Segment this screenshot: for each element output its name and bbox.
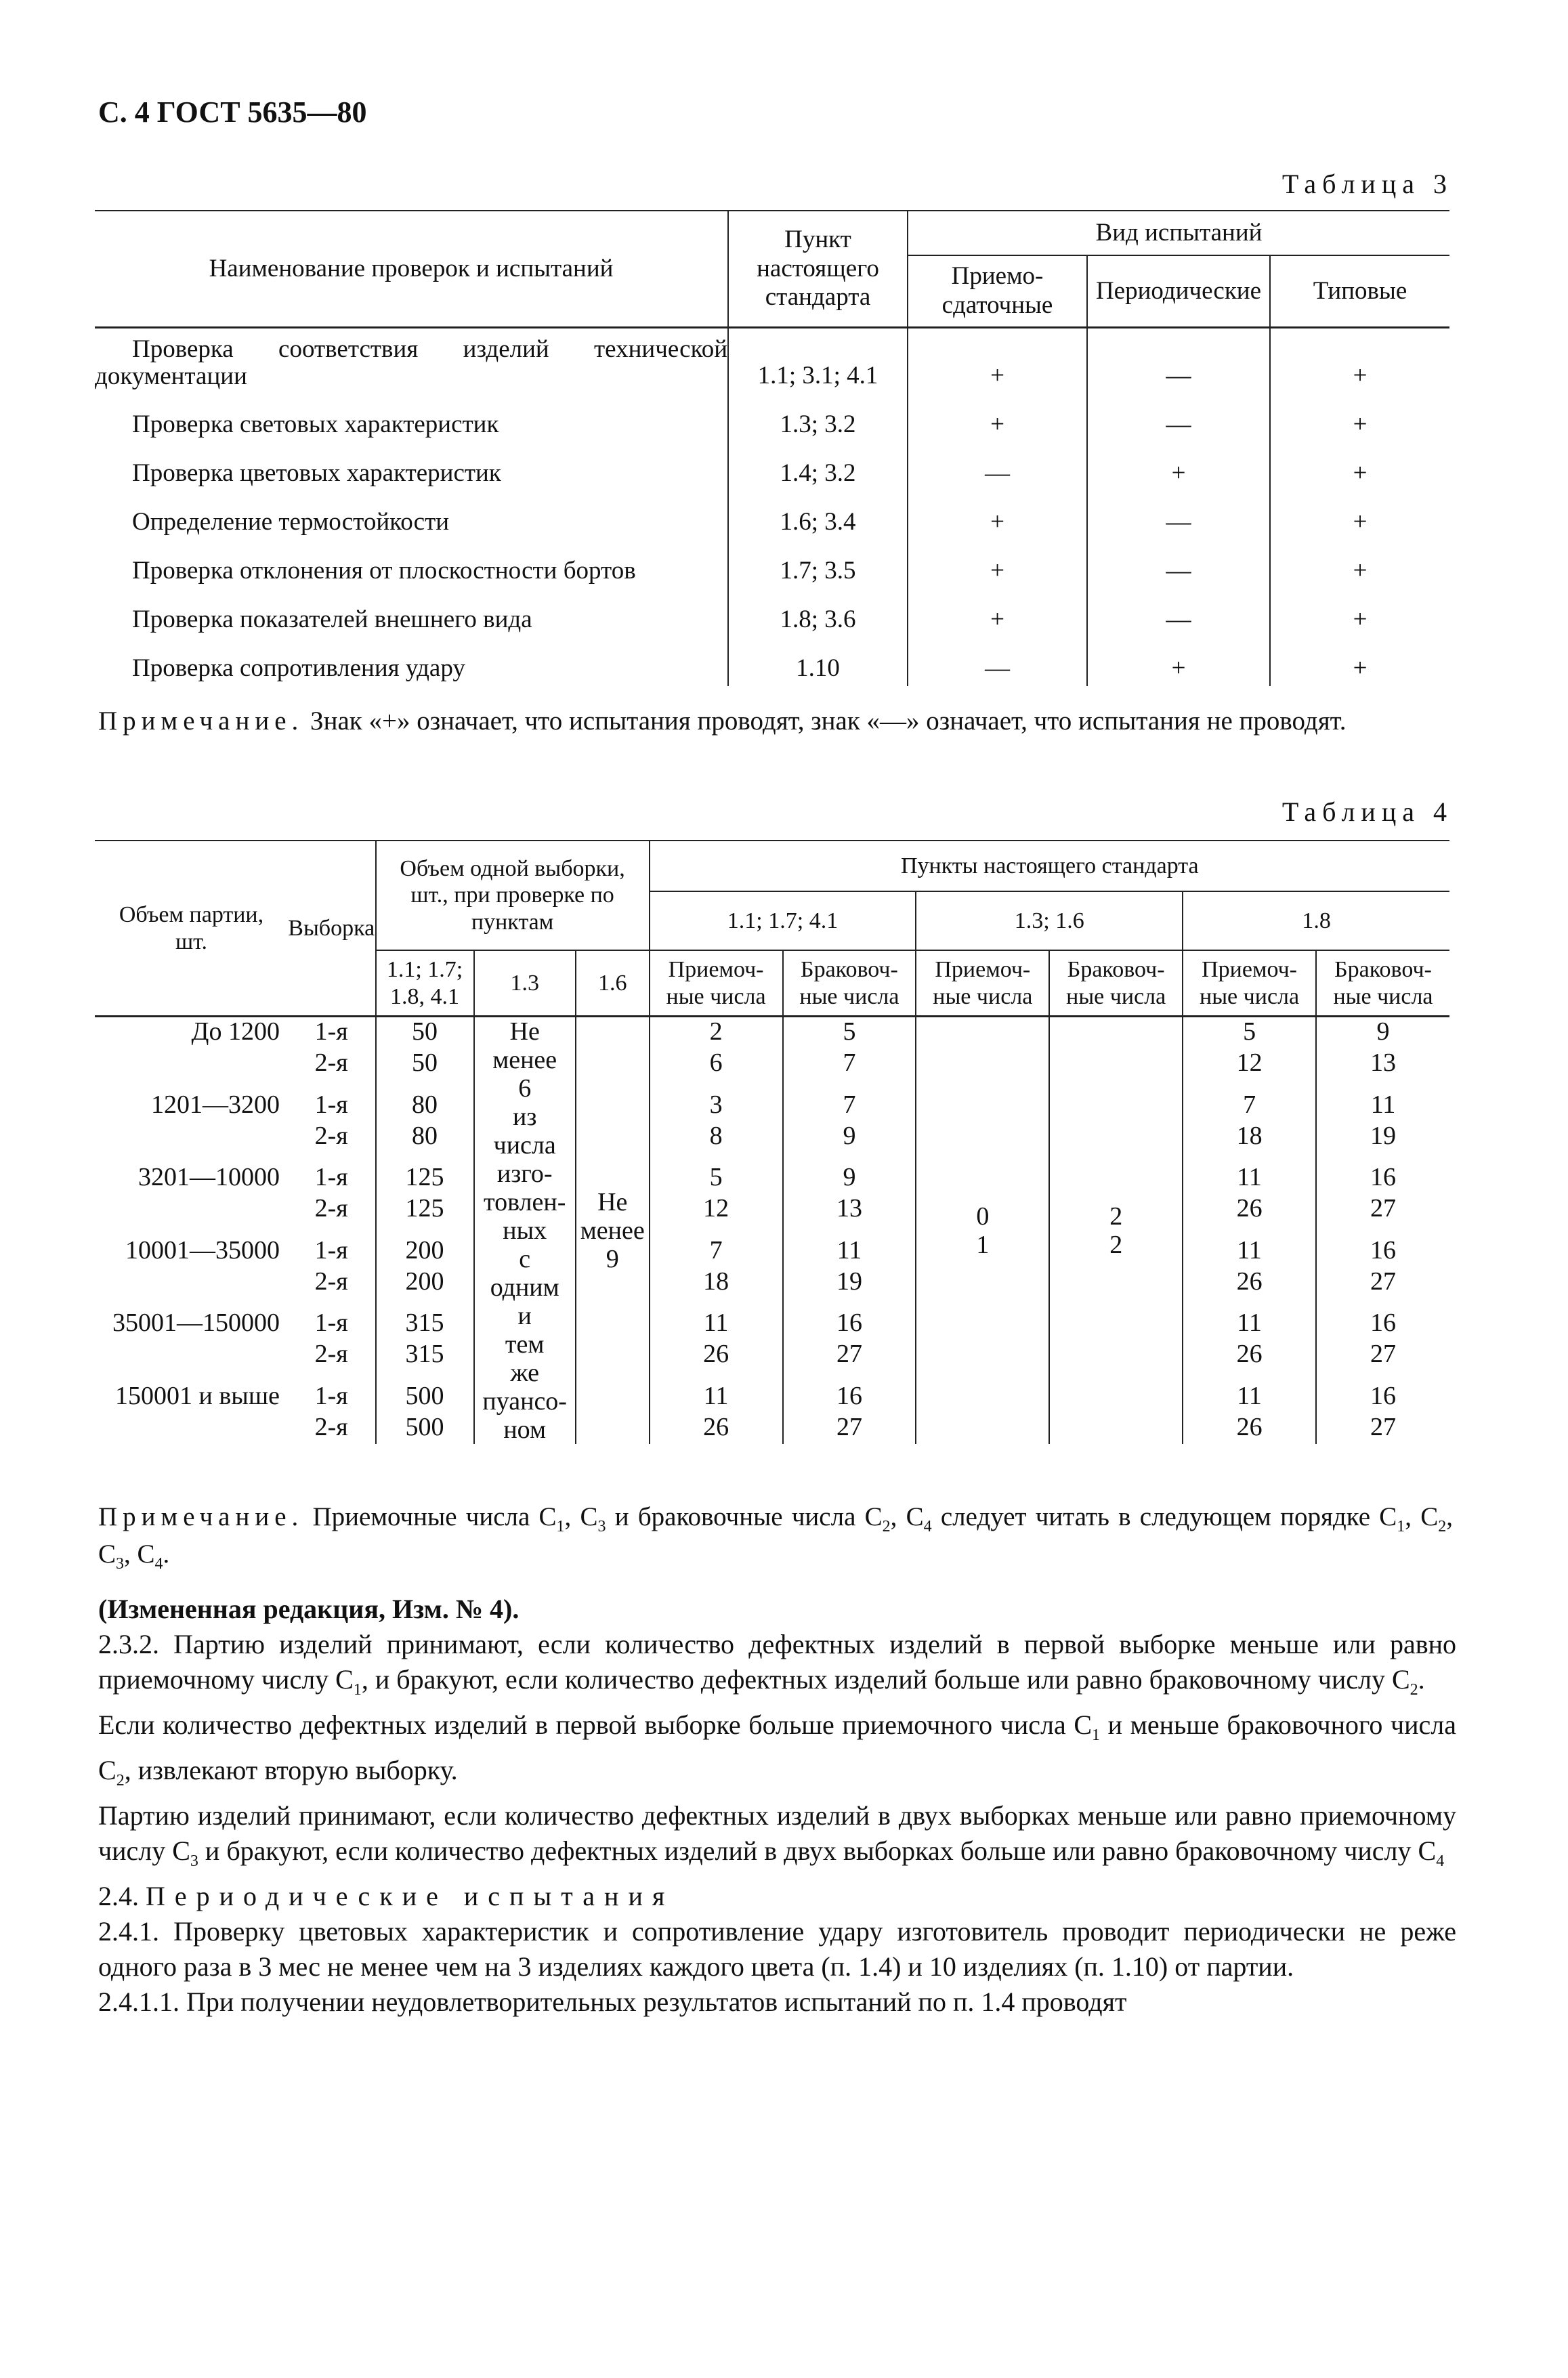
t3-cell-type: + (1270, 491, 1449, 540)
t3-cell-name: Проверка световых характеристик (132, 410, 499, 439)
t4-cell-sample: 2-я (314, 1267, 348, 1296)
t4-col-size: Объем одной выборки, шт., при проверке по пунктам (376, 841, 650, 950)
table-4 (95, 840, 1449, 1444)
t4-cell-size: 80 (376, 1090, 474, 1122)
t4-mid-acc-2: 1 (976, 1231, 990, 1259)
table3-caption: Таблица 3 (1281, 169, 1453, 199)
t4-cell-acc3: 5 (1183, 1017, 1316, 1049)
t4-cell-lot: 150001 и выше (115, 1381, 280, 1410)
t4-cell-acc3: 18 (1183, 1122, 1316, 1153)
para-2-4-1-1: 2.4.1.1. При получении неудовлетворительных результатов испытаний по п. 1.4 проводят (98, 1987, 1127, 2017)
section-2-4: 2.4. Периодические испытания (98, 1881, 675, 1911)
table-row (95, 1194, 1449, 1225)
t4-rej3: Браковоч- ные числа (1316, 950, 1449, 1017)
table-3 (95, 210, 1449, 686)
gap-cell (1183, 1371, 1316, 1381)
t4-cell-sample: 2-я (314, 1340, 348, 1369)
t4-cell-lot (95, 1194, 288, 1225)
t4-mid-rej-1: 2 (1109, 1202, 1123, 1231)
t4-cell-sample: 2-я (314, 1412, 348, 1441)
table-row (95, 1048, 1449, 1080)
t3-cell-periodic: — (1087, 589, 1270, 637)
t4-cell-rej3: 16 (1316, 1163, 1449, 1194)
t4-cell-rej3: 27 (1316, 1340, 1449, 1371)
t3-col-group: Вид испытаний (908, 211, 1449, 255)
t4-acc2: Приемоч- ные числа (916, 950, 1049, 1017)
t4-grp3: 1.8 (1183, 891, 1449, 950)
gap-cell (650, 1153, 783, 1163)
gap-cell (1183, 1225, 1316, 1235)
t4-cell-rej1: 16 (783, 1382, 916, 1413)
t3-col-type: Типовые (1270, 255, 1449, 328)
t4-cell-rej3: 27 (1316, 1267, 1449, 1298)
row-gap (95, 1080, 1449, 1090)
gap-cell (95, 1153, 288, 1163)
t3-cell-clause: 1.10 (728, 637, 908, 686)
edited-note: (Измененная редакция, Изм. № 4). (98, 1594, 520, 1624)
t4-cell-rej1: 7 (783, 1048, 916, 1080)
t4-cell-rej3: 11 (1316, 1090, 1449, 1122)
t4-mid-acc (916, 1017, 1049, 1445)
t4-cell-rej3: 9 (1316, 1017, 1449, 1049)
t3-cell-name: Определение термостойкости (132, 508, 450, 536)
table-row (95, 1382, 1449, 1413)
table-row (95, 1090, 1449, 1122)
t4-cell-lot: До 1200 (191, 1017, 280, 1046)
t4-cell-acc3: 26 (1183, 1340, 1316, 1371)
t4-cell-acc1: 3 (650, 1090, 783, 1122)
gap-cell (1316, 1225, 1449, 1235)
t4-cell-acc3: 26 (1183, 1194, 1316, 1225)
t3-cell-type: + (1270, 328, 1449, 394)
t4-cell-size: 315 (376, 1309, 474, 1340)
t3-col-name: Наименование проверок и испытаний (95, 211, 728, 328)
para-2-4-1: 2.4.1. Проверку цветовых характеристик и сопротивление удару изготовитель проводит периодически не реже одного раза в 3 мес не менее чем на 3 изделиях каждого цвета (п. 1.4) и 10 изделиях (п. 1.10) от партии. (98, 1916, 1456, 1982)
row-gap (95, 1225, 1449, 1235)
t4-cell-acc3: 11 (1183, 1309, 1316, 1340)
gap-cell (650, 1371, 783, 1381)
t4-cell-size: 80 (376, 1122, 474, 1153)
t4-cell-size: 125 (376, 1194, 474, 1225)
t4-cell-acc1: 12 (650, 1194, 783, 1225)
t3-cell-clause: 1.3; 3.2 (728, 394, 908, 442)
t3-cell-accept: + (908, 328, 1087, 394)
table-row (95, 1413, 1449, 1444)
t4-cell-lot: 1201—3200 (150, 1090, 280, 1119)
t4-merged-16: Не менее 9 (576, 1017, 650, 1445)
t3-cell-periodic: — (1087, 328, 1270, 394)
t4-cell-sample: 1-я (314, 1163, 348, 1192)
t4-cell-lot: 3201—10000 (137, 1163, 280, 1192)
t4-cell-rej1: 27 (783, 1413, 916, 1444)
t4-col-size-c: 1.6 (576, 950, 650, 1017)
t3-cell-clause: 1.6; 3.4 (728, 491, 908, 540)
t4-cell-sample: 1-я (314, 1090, 348, 1119)
t4-cell-lot: 35001—150000 (112, 1309, 280, 1338)
table4-caption: Таблица 4 (1281, 797, 1453, 827)
gap-cell (650, 1080, 783, 1090)
t3-cell-type: + (1270, 442, 1449, 491)
gap-cell (783, 1298, 916, 1309)
t3-cell-accept: + (908, 491, 1087, 540)
gap-cell (1183, 1298, 1316, 1309)
t3-cell-type: + (1270, 637, 1449, 686)
gap-cell (288, 1153, 376, 1163)
gap-cell (288, 1225, 376, 1235)
t4-cell-sample: 1-я (314, 1235, 348, 1265)
t4-cell-lot (95, 1267, 288, 1298)
gap-cell (1183, 1153, 1316, 1163)
t4-cell-rej3: 27 (1316, 1194, 1449, 1225)
gap-cell (376, 1371, 474, 1381)
t3-cell-accept: + (908, 394, 1087, 442)
t4-col-lot: Объем партии, шт. (95, 841, 288, 1017)
t4-cell-rej3: 16 (1316, 1382, 1449, 1413)
t4-mid-rej-2: 2 (1109, 1231, 1123, 1259)
t4-col-sample: Выборка (288, 841, 376, 1017)
gap-cell (95, 1371, 288, 1381)
gap-cell (783, 1371, 916, 1381)
t3-cell-clause: 1.7; 3.5 (728, 540, 908, 589)
t4-cell-acc1: 11 (650, 1382, 783, 1413)
gap-cell (288, 1371, 376, 1381)
table-row (95, 589, 1449, 637)
t4-cell-size: 200 (376, 1267, 474, 1298)
t4-cell-rej3: 13 (1316, 1048, 1449, 1080)
t4-cell-rej3: 16 (1316, 1309, 1449, 1340)
t4-rej2: Браковоч- ные числа (1049, 950, 1183, 1017)
t3-cell-name: Проверка показателей внешнего вида (132, 606, 532, 634)
table-row (95, 442, 1449, 491)
t3-cell-type: + (1270, 589, 1449, 637)
t4-cell-acc3: 11 (1183, 1382, 1316, 1413)
t4-cell-size: 125 (376, 1163, 474, 1194)
t4-cell-rej1: 9 (783, 1122, 916, 1153)
t3-cell-accept: — (908, 442, 1087, 491)
table-row (95, 1122, 1449, 1153)
t3-cell-periodic: — (1087, 491, 1270, 540)
table-row (95, 1163, 1449, 1194)
t3-cell-name: Проверка сопротивления удару (132, 654, 465, 683)
t4-cell-acc1: 7 (650, 1236, 783, 1267)
t4-cell-acc1: 11 (650, 1309, 783, 1340)
t3-col-accept: Приемо- сдаточные (908, 255, 1087, 328)
row-gap (95, 1153, 1449, 1163)
table4-note: Примечание. Приемочные числа $С_1$, $С_3$ и браковочные числа $С_2$, $С_4$ следует читать в следующем порядке $С_1$, $С_2$, $С_3$, $С_4$. (98, 1502, 1453, 1573)
t4-cell-acc3: 12 (1183, 1048, 1316, 1080)
t4-cell-size: 500 (376, 1413, 474, 1444)
t4-cell-rej1: 11 (783, 1236, 916, 1267)
t4-cell-rej1: 9 (783, 1163, 916, 1194)
t4-merged-13: Не менее 6 из числа изго- товлен- ных с одним и тем же пуансо- ном (474, 1017, 576, 1445)
t3-cell-periodic: — (1087, 394, 1270, 442)
t4-mid-rej (1049, 1017, 1183, 1445)
t3-cell-type: + (1270, 540, 1449, 589)
t3-cell-name: Проверка отклонения от плоскостности бортов (132, 557, 636, 585)
gap-cell (95, 1298, 288, 1309)
t3-col-periodic: Периодические (1087, 255, 1270, 328)
t4-cell-sample: 1-я (314, 1017, 348, 1046)
table3-note: Примечание. Знак «+» означает, что испытания проводят, знак «—» означает, что испытания не проводят. (98, 706, 1347, 736)
t3-cell-clause: 1.8; 3.6 (728, 589, 908, 637)
t4-cell-acc1: 6 (650, 1048, 783, 1080)
t3-cell-accept: + (908, 589, 1087, 637)
table-row (95, 1017, 1449, 1049)
t4-cell-rej1: 27 (783, 1340, 916, 1371)
table-row (95, 491, 1449, 540)
t4-cell-acc1: 26 (650, 1413, 783, 1444)
t4-cell-sample: 2-я (314, 1121, 348, 1150)
t4-grp1: 1.1; 1.7; 4.1 (650, 891, 916, 950)
t4-cell-acc1: 18 (650, 1267, 783, 1298)
t4-cell-acc3: 26 (1183, 1267, 1316, 1298)
table-row (95, 1340, 1449, 1371)
t4-cell-acc1: 5 (650, 1163, 783, 1194)
gap-cell (376, 1225, 474, 1235)
t4-cell-size: 500 (376, 1382, 474, 1413)
t4-cell-sample: 1-я (314, 1381, 348, 1410)
table-row (95, 394, 1449, 442)
t4-col-size-b: 1.3 (474, 950, 576, 1017)
gap-cell (1316, 1153, 1449, 1163)
gap-cell (376, 1080, 474, 1090)
t3-cell-periodic: — (1087, 540, 1270, 589)
gap-cell (1316, 1298, 1449, 1309)
t4-cell-lot (95, 1340, 288, 1371)
t3-col-clause: Пункт настоящего стандарта (728, 211, 908, 328)
t4-acc1: Приемоч- ные числа (650, 950, 783, 1017)
t4-mid-acc-1: 0 (976, 1202, 990, 1231)
t4-cell-acc3: 11 (1183, 1163, 1316, 1194)
t4-cell-size: 50 (376, 1017, 474, 1049)
table-row (95, 328, 1449, 394)
table-row (95, 1267, 1449, 1298)
table-row (95, 1236, 1449, 1267)
t3-cell-type: + (1270, 394, 1449, 442)
t4-cell-rej1: 5 (783, 1017, 916, 1049)
gap-cell (1183, 1080, 1316, 1090)
para-second-sample: Если количество дефектных изделий в первой выборке больше приемочного числа $С_1$ и меньше браковочного числа $С_2$, извлекают вторую выборку. (98, 1710, 1456, 1789)
page-header: С. 4 ГОСТ 5635—80 (98, 95, 367, 129)
t3-cell-accept: — (908, 637, 1087, 686)
gap-cell (376, 1153, 474, 1163)
t4-col-size-a: 1.1; 1.7; 1.8, 4.1 (376, 950, 474, 1017)
t4-cell-rej3: 19 (1316, 1122, 1449, 1153)
t4-cell-lot: 10001—35000 (125, 1235, 280, 1265)
t4-cell-sample: 1-я (314, 1309, 348, 1338)
t4-cell-rej1: 19 (783, 1267, 916, 1298)
t4-cell-acc1: 2 (650, 1017, 783, 1049)
t4-cell-rej3: 27 (1316, 1413, 1449, 1444)
t4-cell-sample: 2-я (314, 1194, 348, 1223)
gap-cell (650, 1298, 783, 1309)
gap-cell (783, 1080, 916, 1090)
t4-cell-sample: 2-я (314, 1048, 348, 1078)
t4-cell-size: 200 (376, 1236, 474, 1267)
t3-cell-clause: 1.1; 3.1; 4.1 (728, 328, 908, 394)
t4-grp2: 1.3; 1.6 (916, 891, 1183, 950)
t4-cell-acc1: 26 (650, 1340, 783, 1371)
t4-rej1: Браковоч- ные числа (783, 950, 916, 1017)
row-gap (95, 1371, 1449, 1381)
gap-cell (95, 1080, 288, 1090)
gap-cell (288, 1298, 376, 1309)
t3-cell-periodic: + (1087, 442, 1270, 491)
body-text (98, 1592, 1456, 2020)
t4-cell-rej1: 7 (783, 1090, 916, 1122)
t3-cell-name: Проверка соответствия изделий технической документации (95, 335, 727, 391)
t4-cell-lot (95, 1413, 288, 1444)
table-row (95, 637, 1449, 686)
t4-cell-rej3: 16 (1316, 1236, 1449, 1267)
t4-col-points: Пункты настоящего стандарта (650, 841, 1449, 891)
gap-cell (783, 1225, 916, 1235)
gap-cell (1316, 1080, 1449, 1090)
gap-cell (783, 1153, 916, 1163)
t4-cell-rej1: 13 (783, 1194, 916, 1225)
gap-cell (1316, 1371, 1449, 1381)
t3-cell-name: Проверка цветовых характеристик (132, 459, 501, 488)
t4-cell-size: 50 (376, 1048, 474, 1080)
t4-cell-acc1: 8 (650, 1122, 783, 1153)
t4-cell-lot (95, 1122, 288, 1153)
t4-acc3: Приемоч- ные числа (1183, 950, 1316, 1017)
t3-cell-accept: + (908, 540, 1087, 589)
t3-cell-periodic: + (1087, 637, 1270, 686)
gap-cell (376, 1298, 474, 1309)
table-row (95, 1309, 1449, 1340)
para-accept-two: Партию изделий принимают, если количество дефектных изделий в двух выборках меньше или равно приемочному числу $С_3$ и бракуют, если количество дефектных изделий в двух выборках больше или равно браковочному числу $С_4$ (98, 1800, 1456, 1870)
table-row (95, 540, 1449, 589)
t3-cell-clause: 1.4; 3.2 (728, 442, 908, 491)
gap-cell (95, 1225, 288, 1235)
t4-cell-size: 315 (376, 1340, 474, 1371)
t4-cell-lot (95, 1048, 288, 1080)
gap-cell (288, 1080, 376, 1090)
gap-cell (650, 1225, 783, 1235)
t4-cell-acc3: 11 (1183, 1236, 1316, 1267)
para-2-3-2: 2.3.2. Партию изделий принимают, если количество дефектных изделий в первой выборке меньше или равно приемочному числу $С_1$, и бракуют, если количество дефектных изделий больше или равно браковочному числу $С_2$. (98, 1629, 1456, 1699)
t4-cell-rej1: 16 (783, 1309, 916, 1340)
t4-cell-acc3: 7 (1183, 1090, 1316, 1122)
t4-cell-acc3: 26 (1183, 1413, 1316, 1444)
row-gap (95, 1298, 1449, 1309)
